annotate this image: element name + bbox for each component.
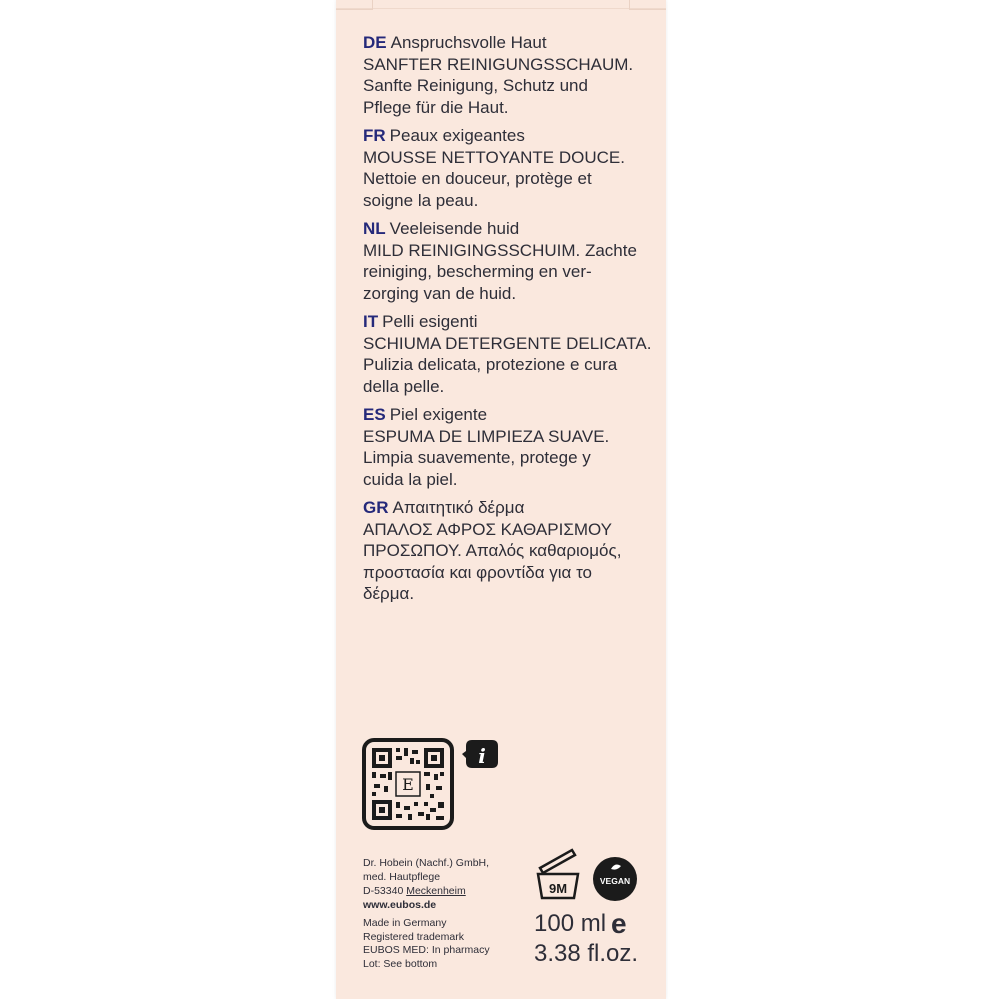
info-letter: i [478, 744, 486, 768]
lang-line: cuida la piel. [363, 469, 458, 489]
lang-line: zorging van de huid. [363, 283, 517, 303]
address-line: med. Hautpflege [363, 871, 441, 883]
lang-line: Pflege für die Haut. [363, 97, 509, 117]
lang-line: Pelli esigenti [382, 312, 478, 331]
lang-block-gr [363, 497, 653, 605]
pao-label: 9M [548, 881, 568, 896]
vegan-label: VEGAN [599, 876, 631, 886]
lang-code: ES [363, 405, 386, 424]
qr-pattern [366, 742, 450, 826]
lang-line: ΠΡΟΣΩΠΟΥ. Απαλός καθαριομός, [363, 541, 622, 560]
lang-code: FR [363, 126, 386, 145]
origin-line: Made in Germany [363, 917, 447, 929]
address-line [363, 884, 533, 898]
lang-line: Peaux exigeantes [389, 126, 525, 145]
fold-tab-left [336, 0, 373, 10]
estimated-sign-icon: e [611, 908, 627, 939]
lang-line: ESPUMA DE LIMPIEZA SUAVE. [363, 426, 610, 446]
lang-line: Pulizia delicata, protezione e cura [363, 355, 618, 374]
qr-code-icon[interactable] [362, 738, 454, 830]
lang-block-fr [363, 125, 653, 211]
info-bubble-shape [462, 738, 500, 772]
lang-line: Anspruchsvolle Haut [390, 33, 547, 52]
origin-info [363, 917, 533, 971]
lang-block-de [363, 32, 653, 118]
origin-line: Lot: See bottom [363, 957, 438, 970]
volume-oz: 3.38 fl.oz. [534, 940, 639, 967]
lang-line: ΑΠΑΛΟΣ ΑΦΡΟΣ ΚΑΘΑΡΙΣΜΟΥ [363, 519, 612, 539]
vegan-badge-icon [592, 856, 638, 902]
lang-line: della pelle. [363, 376, 445, 396]
lang-line: προστασία και φροντίδα για το [363, 562, 593, 582]
origin-line: Registered trademark [363, 930, 464, 943]
lang-line: MOUSSE NETTOYANTE DOUCE. [363, 147, 625, 167]
postal-code: D-53340 [363, 885, 407, 897]
lang-line: reiniging, bescherming en ver- [363, 262, 592, 281]
lang-line: MILD REINIGINGSSCHUIM. Zachte [363, 240, 637, 260]
lang-line: Απαιτητικό δέρμα [392, 498, 525, 517]
lang-line: soigne la peau. [363, 190, 479, 210]
lang-code: DE [363, 33, 387, 52]
product-label-panel [336, 0, 666, 999]
lang-line: Piel exigente [389, 405, 488, 424]
address-line: Dr. Hobein (Nachf.) GmbH, [363, 857, 490, 869]
vegan-badge [592, 856, 638, 902]
lang-code: NL [363, 219, 386, 238]
lang-code: IT [363, 312, 379, 331]
website-link[interactable]: www.eubos.de [363, 899, 437, 911]
lang-code: GR [363, 498, 389, 517]
lang-line: Veeleisende huid [389, 219, 520, 238]
lang-line: SCHIUMA DETERGENTE DELICATA. [363, 333, 652, 353]
pao-symbol [534, 848, 582, 900]
info-bubble-icon[interactable] [462, 738, 500, 772]
open-jar-icon [534, 848, 582, 900]
fold-line [336, 8, 666, 9]
lang-block-it [363, 311, 653, 397]
multilingual-description [363, 32, 653, 612]
volume-ml-row [534, 909, 654, 939]
city: Meckenheim [406, 885, 466, 897]
volume-info [534, 909, 654, 969]
fold-tab-right [629, 0, 666, 10]
origin-line: EUBOS MED: In pharmacy [363, 944, 490, 956]
lang-line: Limpia suavemente, protege y [363, 448, 591, 467]
manufacturer-address [363, 856, 533, 912]
volume-ml: 100 ml [534, 910, 607, 937]
lang-line: SANFTER REINIGUNGSSCHAUM. [363, 54, 634, 74]
lang-block-nl [363, 218, 653, 304]
qr-center-letter: E [402, 775, 414, 794]
lang-line: δέρμα. [363, 584, 415, 603]
lang-block-es [363, 404, 653, 490]
lang-line: Sanfte Reinigung, Schutz und [363, 76, 588, 95]
lang-line: Nettoie en douceur, protège et [363, 169, 592, 188]
